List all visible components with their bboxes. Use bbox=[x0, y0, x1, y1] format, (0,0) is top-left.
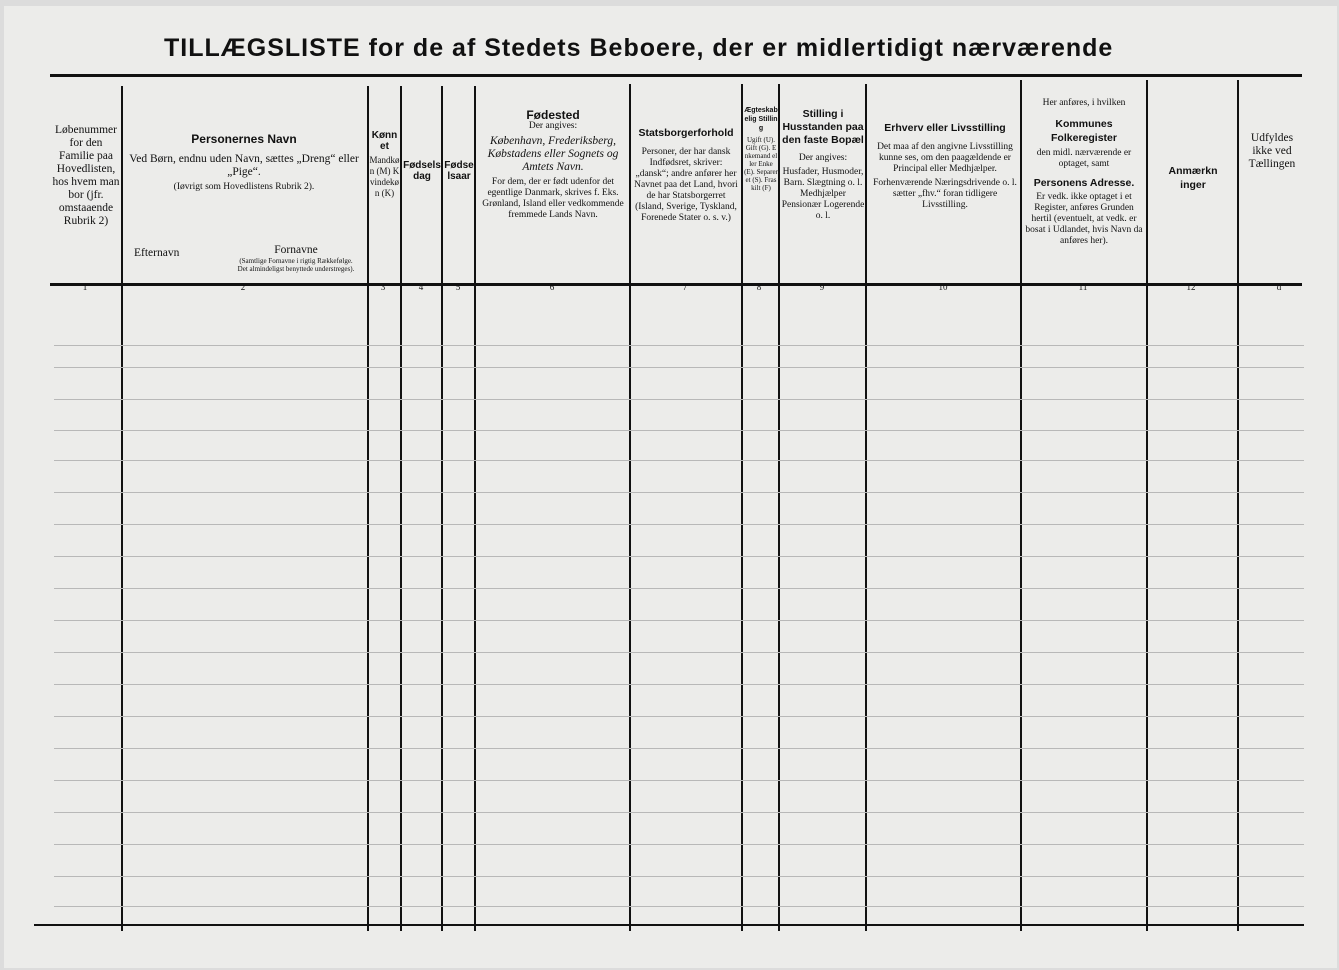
col-12-heading: Anmærkninger bbox=[1168, 165, 1218, 191]
col-num: 8 bbox=[756, 282, 762, 292]
col-divider bbox=[121, 86, 123, 931]
form-title: TILLÆGSLISTE for de af Stedets Beboere, der er midlertidigt nærværende bbox=[164, 34, 1114, 62]
col-divider bbox=[1237, 80, 1239, 931]
header-col-6 bbox=[478, 110, 628, 224]
col-11-heading2: Personens Adresse. bbox=[1033, 177, 1135, 189]
col-9-text: Husfader, Husmoder, Barn. Slægtning o. l. Medhjælper Pensionær Logerende o. l. bbox=[781, 167, 865, 221]
row-line bbox=[54, 780, 1304, 781]
col-2-heading: Personernes Navn bbox=[191, 134, 297, 146]
header-col-10 bbox=[870, 120, 1020, 214]
col-9-heading: Stilling i Husstanden paa den faste Bopæl bbox=[782, 108, 864, 146]
col-num: 3 bbox=[380, 282, 386, 292]
col-num: 4 bbox=[418, 282, 424, 292]
col-num: 9 bbox=[819, 282, 825, 292]
fornavne-note: (Samtlige Fornavne i rigtig Rækkefølge. Det almindeligst benyttede understreges). bbox=[237, 257, 355, 273]
col-num: 1 bbox=[82, 282, 88, 292]
col-num: 12 bbox=[1186, 282, 1196, 292]
col-divider bbox=[865, 84, 867, 931]
col-num: 5 bbox=[455, 282, 461, 292]
col-2-sub-efternavn bbox=[134, 247, 214, 260]
row-line bbox=[54, 588, 1304, 589]
row-line bbox=[54, 492, 1304, 493]
header-col-12 bbox=[1150, 164, 1236, 192]
col-11-text: den midl. nærværende er optaget, samt bbox=[1036, 148, 1132, 169]
col-9-sub: Der angives: bbox=[798, 153, 848, 163]
col-6-sub: Der angives: bbox=[528, 121, 578, 131]
col-divider bbox=[741, 84, 743, 931]
col-divider bbox=[474, 86, 476, 931]
header-col-7 bbox=[632, 128, 740, 227]
col-num: 7 bbox=[682, 282, 688, 292]
fornavne-label: Fornavne bbox=[274, 244, 318, 256]
col-7-text: Personer, der har dansk Indfødsret, skriver: „dansk“; andre anfører her Navnet paa det Land, hvori de har Statsborgerret (Island, Sverige, Tyskland, Forenede Stater o. s. v.) bbox=[634, 147, 738, 223]
row-line bbox=[54, 812, 1304, 813]
col-7-heading: Statsborgerforhold bbox=[638, 128, 734, 139]
row-line bbox=[54, 460, 1304, 461]
table-bottom-rule bbox=[34, 924, 1304, 926]
col-11-text2: Er vedk. ikke optaget i et Register, anføres Grunden hertil (eventuelt, at vedk. er bosat i Udlandet, hvis Navn da anføres her). bbox=[1025, 192, 1143, 246]
col-6-text2: For dem, der er født udenfor det egentlige Danmark, skrives f. Eks. Grønland, Island eller vedkommende fremmede Lands Navn. bbox=[482, 177, 624, 220]
col-divider bbox=[400, 86, 402, 931]
col-2-note: (Iøvrigt som Hovedlistens Rubrik 2). bbox=[173, 182, 315, 192]
row-line bbox=[54, 716, 1304, 717]
efternavn-label: Efternavn bbox=[134, 247, 180, 259]
col-6-heading: Fødested bbox=[526, 110, 580, 122]
row-line bbox=[54, 524, 1304, 525]
col-11-pre: Her anføres, i hvilken bbox=[1042, 98, 1126, 108]
col-10-heading: Erhverv eller Livsstilling bbox=[884, 122, 1006, 134]
header-col-1 bbox=[52, 124, 120, 228]
row-line bbox=[54, 399, 1304, 400]
row-line bbox=[54, 876, 1304, 877]
col-4-heading: Fødselsdag bbox=[403, 160, 441, 182]
col-6-text: København, Frederiksberg, Købstadens eller Sognets og Amtets Navn. bbox=[487, 135, 619, 173]
col-3-heading: Kønnet bbox=[371, 130, 398, 152]
col-8-heading: Ægteskabelig Stilling bbox=[744, 107, 778, 132]
col-10-text: Det maa af den angivne Livsstilling kunne ses, om den paagældende er Principal eller Medhjælper. bbox=[877, 142, 1013, 174]
col-5-heading: Fødselsaar bbox=[444, 160, 474, 182]
header-col-d bbox=[1242, 132, 1302, 171]
col-11-heading: Kommunes Folkeregister bbox=[1051, 118, 1117, 144]
col-divider bbox=[441, 86, 443, 931]
col-divider bbox=[1146, 80, 1148, 931]
col-num: 10 bbox=[938, 282, 948, 292]
header-col-11 bbox=[1023, 98, 1145, 250]
row-line bbox=[54, 345, 1304, 346]
row-line bbox=[54, 748, 1304, 749]
row-line bbox=[54, 652, 1304, 653]
col-8-text: Ugift (U). Gift (G). Enkemand eller Enke (E). Separeret (S). Fraskilt (F) bbox=[744, 136, 778, 192]
col-divider bbox=[778, 84, 780, 931]
col-1-text: Løbenummer for den Familie paa Hovedlisten, hos hvem man bor (jfr. omstaaende Rubrik 2) bbox=[52, 124, 120, 227]
col-num: d bbox=[1276, 282, 1282, 292]
header-col-8 bbox=[744, 106, 778, 195]
row-line bbox=[54, 906, 1304, 907]
header-col-5 bbox=[444, 160, 474, 182]
row-line bbox=[54, 844, 1304, 845]
header-top-rule bbox=[50, 74, 1302, 77]
col-10-text2: Forhenværende Næringsdrivende o. l. sætter „fhv.“ foran tidligere Livsstilling. bbox=[873, 178, 1017, 210]
col-2-text: Ved Børn, endnu uden Navn, sættes „Dreng“ eller „Pige“. bbox=[129, 153, 359, 178]
row-line bbox=[54, 684, 1304, 685]
header-col-9 bbox=[781, 108, 865, 225]
row-line bbox=[54, 556, 1304, 557]
col-divider bbox=[1020, 80, 1022, 931]
header-col-2 bbox=[124, 134, 364, 196]
header-col-4 bbox=[403, 160, 441, 182]
census-form bbox=[4, 6, 1337, 968]
col-num: 11 bbox=[1078, 282, 1088, 292]
col-num: 2 bbox=[240, 282, 246, 292]
col-d-text: Udfyldes ikke ved Tællingen bbox=[1248, 132, 1296, 170]
row-line bbox=[54, 367, 1304, 368]
col-divider bbox=[367, 86, 369, 931]
header-col-3 bbox=[369, 130, 400, 202]
row-line bbox=[54, 620, 1304, 621]
row-line bbox=[54, 430, 1304, 431]
col-3-text: Mandkøn (M) Kvindekøn (K) bbox=[369, 155, 400, 198]
col-2-sub-fornavne bbox=[236, 244, 356, 273]
col-divider bbox=[629, 84, 631, 931]
col-num: 6 bbox=[549, 282, 555, 292]
